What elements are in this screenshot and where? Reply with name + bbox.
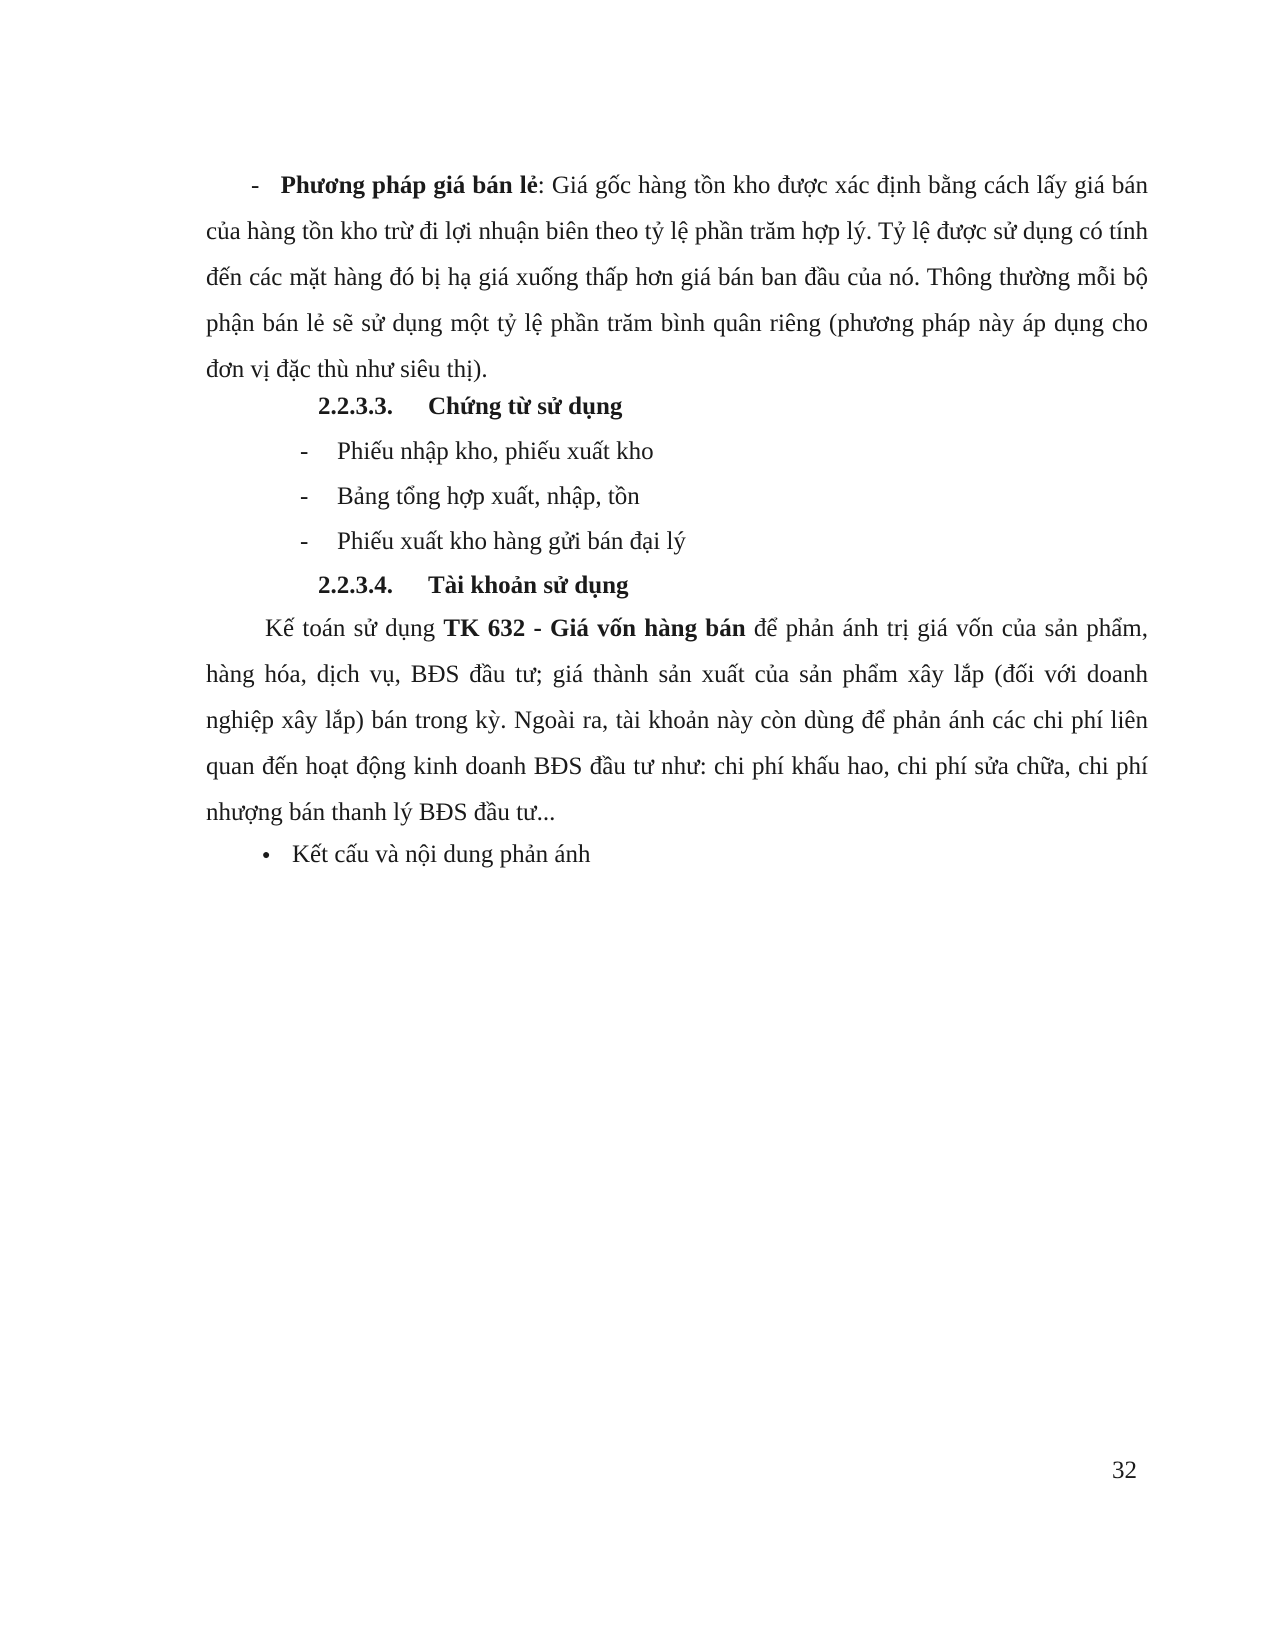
retail-method-dash: - — [251, 172, 260, 199]
section-heading-2234 — [318, 563, 629, 609]
account-paragraph — [206, 606, 1148, 836]
list-dash: - — [300, 438, 309, 465]
retail-method-text: Giá gốc hàng tồn kho được xác định bằng cách lấy giá bán của hàng tồn kho trừ đi lợi nhuận biên theo tỷ lệ phần trăm hợp lý. Tỷ lệ được sử dụng có tính đến các mặt hàng đó bị hạ giá xuống thấp hơn giá bán ban đầu của nó. Thông thường mỗi bộ phận bán lẻ sẽ sử dụng một tỷ lệ phần trăm bình quân riêng (phương pháp này áp dụng cho đơn vị đặc thù như siêu thị). — [206, 172, 1149, 383]
retail-method-term: Phương pháp giá bán lẻ — [280, 172, 538, 199]
section-number: 2.2.3.4. — [318, 572, 393, 599]
list-item — [300, 519, 686, 565]
bullet-icon: ● — [262, 848, 271, 864]
list-item — [300, 429, 654, 475]
account-name: TK 632 - Giá vốn hàng bán — [443, 615, 746, 642]
list-dash: - — [300, 528, 309, 555]
account-paragraph-block — [206, 606, 1148, 836]
section-number: 2.2.3.3. — [318, 393, 393, 420]
page-number: 32 — [1112, 1457, 1137, 1484]
bullet-text: Kết cấu và nội dung phản ánh — [292, 841, 591, 868]
list-item-text: Phiếu xuất kho hàng gửi bán đại lý — [337, 528, 686, 555]
list-item-text: Bảng tổng hợp xuất, nhập, tồn — [337, 483, 640, 510]
section-title: Tài khoản sử dụng — [428, 572, 629, 599]
section-heading-2233 — [318, 384, 622, 430]
retail-method-colon: : — [537, 172, 545, 199]
bullet-item — [262, 832, 591, 879]
account-para-after: để phản ánh trị giá vốn của sản phẩm, hàng hóa, dịch vụ, BĐS đầu tư; giá thành sản xuất của sản phẩm xây lắp (đối với doanh nghiệp xây lắp) bán trong kỳ. Ngoài ra, tài khoản này còn dùng để phản ánh các chi phí liên quan đến hoạt động kinh doanh BĐS đầu tư như: chi phí khấu hao, chi phí sửa chữa, chi phí nhượng bán thanh lý BĐS đầu tư... — [206, 615, 1149, 826]
retail-method-paragraph-block — [206, 163, 1148, 393]
section-title: Chứng từ sử dụng — [428, 393, 623, 420]
list-item-text: Phiếu nhập kho, phiếu xuất kho — [337, 438, 654, 465]
list-dash: - — [300, 483, 309, 510]
list-item — [300, 474, 640, 520]
account-para-before: Kế toán sử dụng — [265, 615, 444, 642]
retail-method-paragraph — [206, 163, 1148, 393]
